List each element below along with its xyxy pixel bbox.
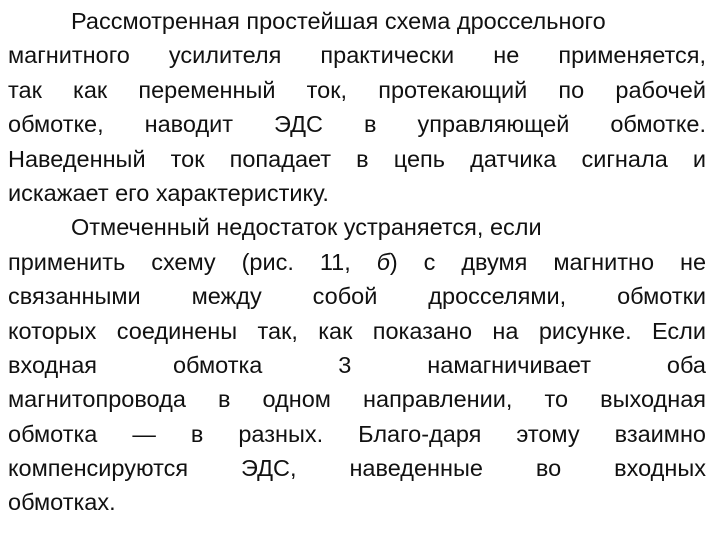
paragraph-2-line-6: магнитопровода в одном направлении, то выходная [8, 386, 706, 413]
paragraph-1-line-4: обмотке, наводит ЭДС в управляющей обмотке. [8, 111, 706, 138]
paragraph-1-line-5: Наведенный ток попадает в цепь датчика сигнала и [8, 145, 706, 172]
paragraph-1-line-2: магнитного усилителя практически не применяется, [8, 42, 706, 69]
paragraph-2-line-2 [8, 245, 706, 279]
paragraph-2-line-9: обмотках. [8, 489, 116, 516]
paragraph-2-line-5: входная обмотка 3 намагничивает оба [8, 351, 706, 378]
paragraph-2-line-2-start: применить схему (рис. 11, [8, 248, 377, 275]
paragraph-2-line-3: связанными между собой дросселями, обмотки [8, 283, 706, 310]
paragraph-2-line-2-end: ) с двумя магнитно не [389, 248, 707, 275]
paragraph-2-line-1: Отмеченный недостаток устраняется, если [71, 214, 542, 241]
paragraph-1-line-1: Рассмотренная простейшая схема дроссельного [71, 8, 606, 34]
paragraph-1 [8, 4, 706, 210]
paragraph-2 [8, 210, 706, 520]
paragraph-2-line-7: обмотка — в разных. Благо-даря этому взаимно [8, 420, 706, 447]
paragraph-1-line-6: искажает его характеристику. [8, 179, 329, 206]
document-page [8, 4, 706, 520]
paragraph-2-line-4: которых соединены так, как показано на рисунке. Если [8, 317, 706, 344]
paragraph-1-line-3: так как переменный ток, протекающий по рабочей [8, 76, 706, 103]
paragraph-2-line-8: компенсируются ЭДС, наведенные во входных [8, 455, 706, 482]
figure-subpart-letter: б [376, 248, 390, 275]
